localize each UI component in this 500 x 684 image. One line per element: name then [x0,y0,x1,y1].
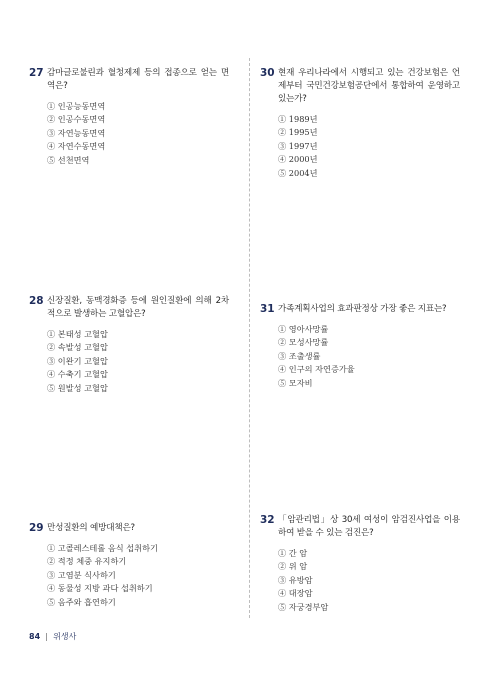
column-divider [249,58,250,618]
option[interactable]: ① 영아사망률 [278,324,329,334]
option[interactable]: ③ 자연능동면역 [47,127,106,138]
question-32 [260,514,460,614]
option-list [278,113,460,180]
question-number: 28 [29,295,44,307]
option[interactable]: ⑤ 2004년 [278,167,318,178]
question-27 [29,67,229,167]
question-29 [29,522,229,609]
option[interactable]: ① 인공능동면역 [47,101,106,111]
option[interactable]: ④ 2000년 [278,154,318,165]
option[interactable]: ③ 이완기 고혈압 [47,355,108,366]
option[interactable]: ① 고콜레스테롤 음식 섭취하기 [47,543,158,553]
footer-separator [46,633,47,641]
option[interactable]: ③ 유방암 [278,574,313,585]
option[interactable]: ④ 수축기 고혈압 [47,369,108,380]
question-text: 만성질환의 예방대책은? [47,523,135,533]
option-list [278,323,460,390]
option-list [47,542,229,609]
option[interactable]: ④ 동물성 지방 과다 섭취하기 [47,583,153,594]
question-number: 27 [29,67,44,79]
question-text: 신장질환, 동맥경화증 등에 원인질환에 의해 2차적으로 발생하는 고혈압은? [47,296,229,319]
option[interactable]: ③ 조출생률 [278,350,321,361]
option[interactable]: ① 본태성 고혈압 [47,329,108,339]
option[interactable]: ⑤ 음주와 흡연하기 [47,596,116,607]
page-number: 84 [29,632,41,641]
page-footer [29,631,76,642]
option[interactable]: ④ 자연수동면역 [47,141,106,152]
option[interactable]: ② 모성사망률 [278,337,329,348]
question-number: 32 [260,514,275,526]
option[interactable]: ③ 고염분 식사하기 [47,569,116,580]
option[interactable]: ⑤ 원발성 고혈압 [47,382,108,393]
option-list [278,547,460,614]
option[interactable]: ② 적정 체중 유지하기 [47,556,127,567]
option[interactable]: ① 1989년 [278,114,318,124]
option[interactable]: ② 인공수동면역 [47,114,106,125]
question-number: 29 [29,522,44,534]
option[interactable]: ⑤ 선천면역 [47,154,90,165]
option-list [47,100,229,167]
option[interactable]: ③ 1997년 [278,140,318,151]
subject-label: 위생사 [53,632,77,641]
question-28 [29,295,229,395]
option[interactable]: ② 속발성 고혈압 [47,342,108,353]
option[interactable]: ④ 인구의 자연증가율 [278,364,355,375]
question-number: 31 [260,303,275,315]
option[interactable]: ② 위 암 [278,561,308,572]
option[interactable]: ② 1995년 [278,127,318,138]
question-text: 가족계획사업의 효과판정상 가장 좋은 지표는? [278,304,447,314]
question-text: 감마글로불린과 혈청제제 등의 접종으로 얻는 면역은? [47,68,229,91]
question-30 [260,67,460,180]
option-list [47,328,229,395]
question-31 [260,303,460,390]
option[interactable]: ④ 대장암 [278,588,313,599]
question-number: 30 [260,67,275,79]
question-text: 「암관리법」상 30세 여성이 암검진사업을 이용하여 받을 수 있는 검진은? [278,515,460,538]
question-text: 현재 우리나라에서 시행되고 있는 건강보험은 언제부터 국민건강보험공단에서 통합하여 운영하고 있는가? [278,68,460,104]
option[interactable]: ⑤ 자궁경부암 [278,601,329,612]
option[interactable]: ⑤ 모자비 [278,377,313,388]
option[interactable]: ① 간 암 [278,548,308,558]
